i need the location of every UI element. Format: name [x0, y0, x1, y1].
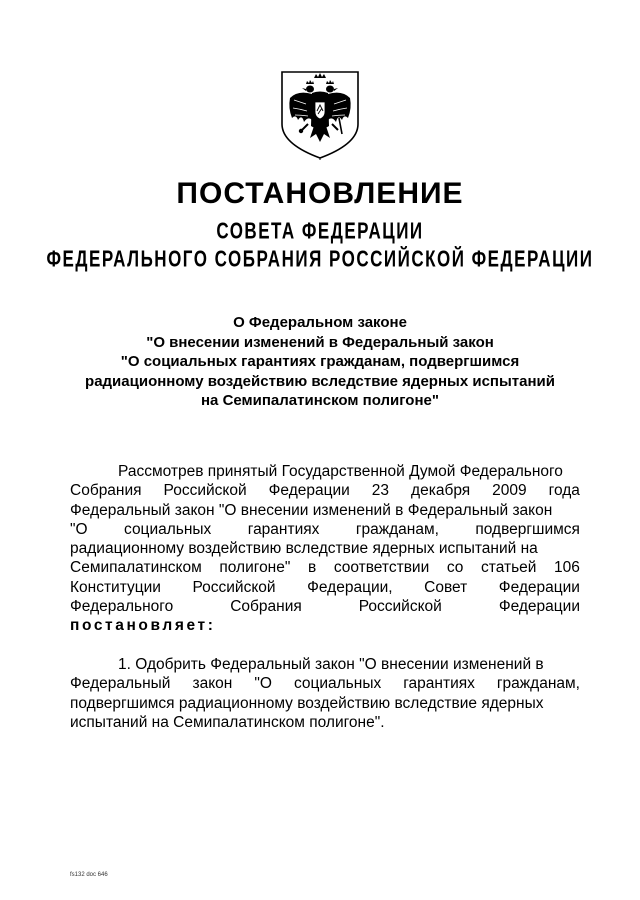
- text-line: [70, 674, 580, 693]
- text-segment: Федерации: [498, 578, 580, 596]
- text-segment: радиационному воздействию вследствие ядерных испытаний на: [70, 540, 538, 558]
- text-segment: статьей: [481, 559, 537, 577]
- text-segment: социальных: [293, 675, 382, 693]
- text-segment: гарантиях: [403, 675, 475, 693]
- heading-line: "О социальных гарантиях гражданам, подвергшимся: [120, 353, 520, 370]
- text-segment: Российской: [192, 578, 276, 596]
- text-segment: со: [446, 559, 464, 577]
- decree-word: постановляет:: [70, 617, 216, 635]
- text-segment: закон: [192, 675, 233, 693]
- coat-of-arms-icon: [276, 68, 364, 160]
- text-segment: Рассмотрев принятый Государственной Думой Федерального: [118, 463, 563, 480]
- text-segment: в: [307, 559, 317, 577]
- text-segment: Совет: [424, 578, 468, 596]
- text-line: [70, 481, 580, 500]
- text-segment: Федерации,: [307, 578, 393, 596]
- paragraph-preamble: [70, 462, 580, 636]
- text-segment: года: [548, 482, 580, 500]
- text-segment: полигоне": [219, 559, 291, 577]
- text-segment: соответствии: [333, 559, 430, 577]
- text-line: [70, 462, 580, 481]
- text-line: [70, 520, 580, 539]
- text-segment: 2009: [492, 482, 527, 500]
- text-segment: Федеральный: [70, 675, 171, 693]
- text-segment: "О: [70, 520, 88, 538]
- text-segment: Федеральный закон "О внесении изменений в Федеральный закон: [70, 501, 553, 519]
- text-segment: Семипалатинском: [70, 559, 202, 577]
- text-segment: "О: [254, 675, 272, 693]
- issuer-line-2: ФЕДЕРАЛЬНОГО СОБРАНИЯ РОССИЙСКОЙ ФЕДЕРАЦИИ: [46, 246, 594, 272]
- heading-line: радиационному воздействию вследствие ядерных испытаний: [85, 372, 555, 390]
- issuer-line-1: СОВЕТА ФЕДЕРАЦИИ: [216, 218, 424, 244]
- law-heading: [70, 313, 570, 411]
- heading-line: "О внесении изменений в Федеральный закон: [146, 333, 494, 351]
- text-segment: гражданам,: [355, 520, 439, 538]
- text-line: [70, 655, 580, 674]
- text-segment: подвергшимся: [475, 520, 580, 538]
- text-segment: гарантиях: [247, 520, 320, 538]
- heading-line: О Федеральном законе: [233, 314, 407, 331]
- text-segment: 106: [554, 559, 580, 577]
- text-line: [70, 539, 580, 558]
- document-title: ПОСТАНОВЛЕНИЕ: [176, 177, 464, 210]
- text-line: [70, 616, 580, 635]
- paragraph-item-1: [70, 655, 580, 732]
- text-line: [70, 578, 580, 597]
- text-line: [70, 694, 580, 713]
- text-line: [70, 501, 580, 520]
- text-segment: Российской: [358, 598, 442, 616]
- text-segment: испытаний на Семипалатинском полигоне".: [70, 713, 385, 731]
- text-segment: социальных: [124, 520, 212, 538]
- text-segment: 1. Одобрить Федеральный закон "О внесении изменений в: [118, 656, 544, 673]
- document-code: fs132 doc 646: [70, 872, 108, 878]
- text-segment: Российской: [163, 482, 247, 500]
- text-segment: Федерации: [498, 598, 580, 616]
- text-segment: Конституции: [70, 578, 161, 596]
- text-segment: Федерального: [70, 598, 174, 616]
- text-segment: Федерации: [268, 482, 350, 500]
- text-segment: гражданам,: [496, 675, 580, 693]
- text-line: [70, 597, 580, 616]
- text-segment: Собрания: [70, 482, 142, 500]
- text-segment: подвергшимся радиационному воздействию вследствие ядерных: [70, 694, 544, 712]
- text-segment: Собрания: [230, 598, 302, 616]
- text-line: [70, 558, 580, 577]
- text-segment: декабря: [411, 482, 471, 500]
- heading-line: на Семипалатинском полигоне": [201, 392, 439, 409]
- text-line: [70, 713, 580, 732]
- text-segment: 23: [371, 482, 390, 500]
